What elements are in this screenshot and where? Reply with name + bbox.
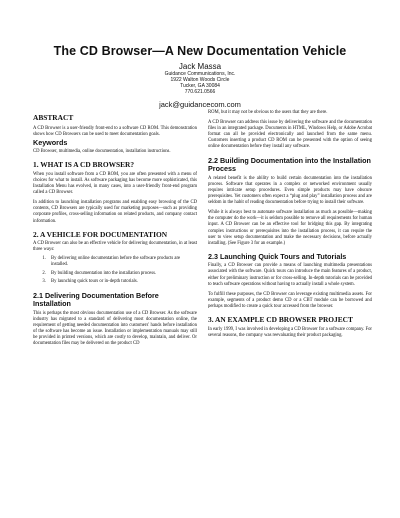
- section-2-2-heading: 2.2 Building Documentation into the Installation Process: [208, 155, 371, 174]
- list-item: 1. By delivering online documentation before the software products are installed.: [47, 256, 197, 268]
- section-3-paragraph: In early 1999, I was involved in developing a CD Browser for a software company. For several reasons, the company was reevaluating their product packaging.: [208, 326, 372, 338]
- affiliation-line: Tucker, GA 30084: [180, 83, 220, 89]
- abstract-heading: ABSTRACT: [33, 113, 74, 122]
- section-1-paragraph: In addition to launching installation programs and enabling easy browsing of the CD contents, CD Browsers are typically used for marketing purposes—such as providing corporate profiles, cross-selling information on related products, and company contact information.: [33, 200, 197, 224]
- section-2-3-paragraph: To fulfill these purposes, the CD Browser can leverage existing multimedia assets. For example, segments of a product demo CD or a CBT module can be borrowed and perhaps modified to create a quick tour accessed from the browser.: [208, 291, 372, 309]
- section-2-heading: 2. A VEHICLE FOR DOCUMENTATION: [33, 229, 168, 239]
- section-1-heading: 1. WHAT IS A CD BROWSER?: [33, 160, 135, 170]
- paper-title: The CD Browser—A New Documentation Vehicle: [53, 44, 347, 58]
- keywords-heading: Keywords: [33, 137, 68, 147]
- right-column: [208, 110, 372, 339]
- section-2-1-heading: 2.1 Delivering Documentation Before Installation: [33, 290, 159, 309]
- section-2-3-heading: 2.3 Launching Quick Tours and Tutorials: [208, 251, 347, 261]
- affiliation-line: Guidance Communications, Inc.: [164, 71, 236, 77]
- affiliation-line: 1922 Walton Woods Circle: [170, 77, 230, 83]
- abstract-text: A CD Browser is a user-friendly front-end to a software CD ROM. This demonstration shows how CD Browsers can be used to meet documentation goals.: [33, 125, 197, 137]
- section-2-2-paragraph: While it is always best to automate software installation as much as possible—making the computer do the work—it is seldom possible to remove all requirements for human input. A CD Browser can be an effective tool for bridging this gap. By integrating complex instructions or prerequisites into the installation process, it can require the user to view setup documentation and make the necessary decisions, before actually installing. (See Figure 3 for an example.): [208, 210, 372, 246]
- section-2-3-paragraph: Finally, a CD Browser can provide a means of launching multimedia presentations associated with the software. Quick tours can introduce the main features of a product, either for preliminary instruction or for cross-selling. In-depth tutorials can be provided to teach software operations without having to actually install a whole system.: [208, 263, 373, 287]
- section-2-1-paragraph-continued: ROM, but it may not be obvious to the users that they are there.: [208, 110, 328, 115]
- section-2-1-paragraph: A CD Browser can address this issue by delivering the software and the documentation files in an integrated package. Documents in HTML, Windows Help, or Adobe Acrobat format can all be provided electronically and launched from the same menu. Customers inserting a product CD ROM can be presented with the option of seeing online documentation before they install any software.: [208, 120, 372, 150]
- list-item: 2. By building documentation into the installation process.: [47, 271, 197, 277]
- section-3-heading: 3. AN EXAMPLE CD BROWSER PROJECT: [208, 315, 353, 325]
- author-name: Jack Massa: [178, 62, 222, 71]
- section-2-paragraph: A CD Browser can also be an effective vehicle for delivering documentation, in at least three ways:: [33, 241, 197, 253]
- ways-list: [33, 256, 197, 284]
- section-2-1-paragraph: This is perhaps the most obvious documentation use of a CD Browser. As the software industry has migrated to a standard of delivering most documentation online, the requirement of getting needed documentation into customers' hands before installation of the software has become an issue. Installation or implementation manuals may still be provided in printed versions, which are costly to develop, maintain, and deliver. Or documentation files may be delivered on the product CD: [33, 310, 197, 347]
- left-column: [33, 108, 197, 347]
- author-email: jack@guidancecom.com: [159, 100, 241, 109]
- affiliation-line: 770.621.0566: [184, 89, 216, 95]
- keywords-text: CD Browser, multimedia, online documentation, installation instructions.: [33, 149, 171, 155]
- section-2-2-paragraph: A related benefit is the ability to build certain documentation into the installation process. Software that operates in a complex or networked environment usually requires intricate setup procedures. Even simple products may have obscure prerequisites. Yet customers often expect a “plug and play” installation process and are seldom in the habit of reading documentation before trying to install their software.: [208, 175, 372, 206]
- section-1-paragraph: When you install software from a CD ROM, you are often presented with a menu of choices for what to install. As software packaging has become more sophisticated, this Installation Menu has evolved, in many cases, into a user-friendly front-end program called a CD Browser.: [33, 171, 197, 196]
- list-item: 3. By launching quick tours or in-depth tutorials.: [47, 279, 197, 285]
